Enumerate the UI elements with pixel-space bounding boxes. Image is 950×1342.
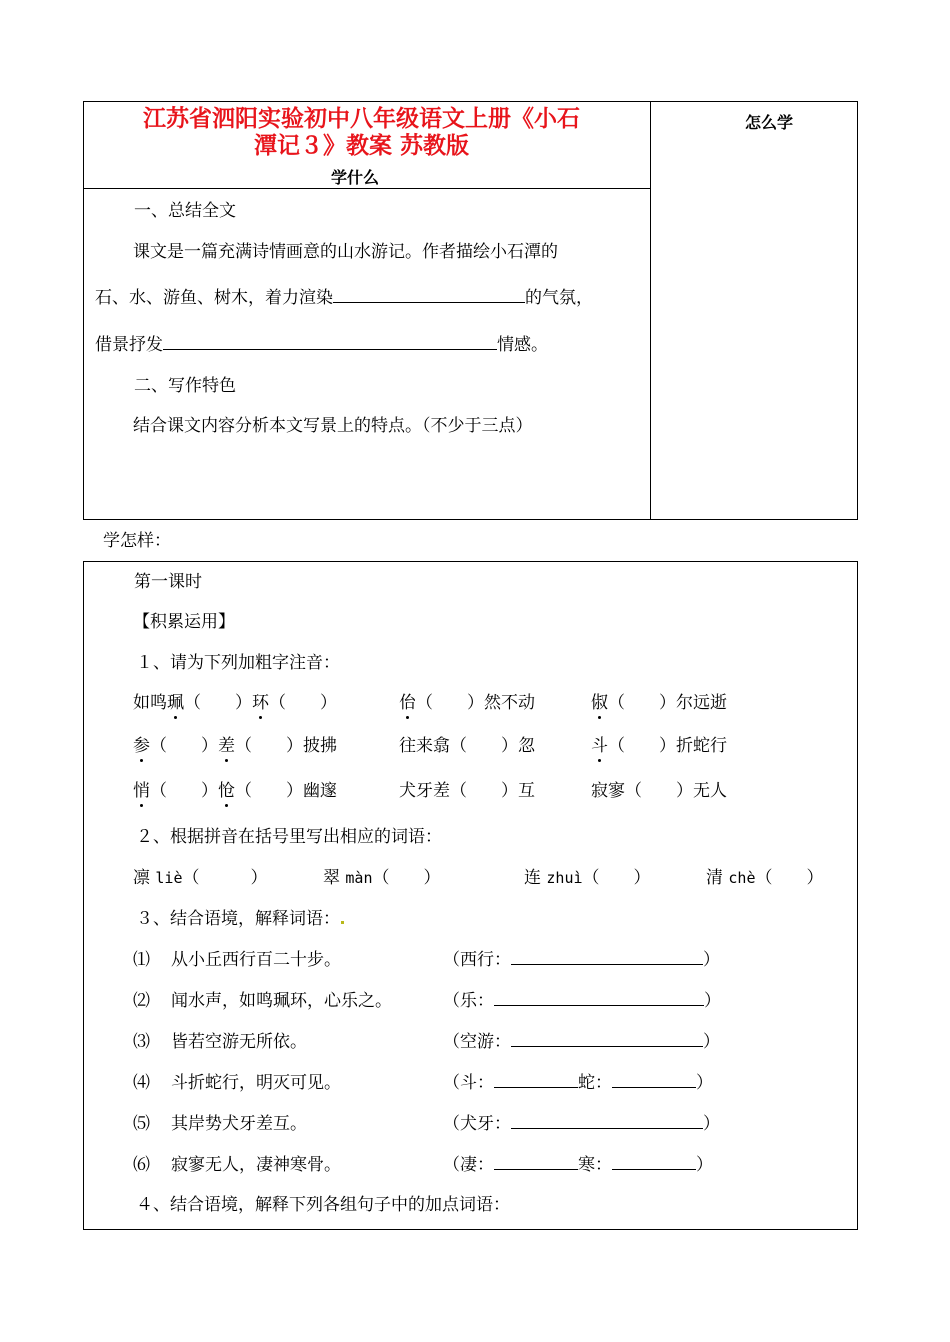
pinyin-paren[interactable]: （ ） (269, 693, 337, 713)
section1-line3-text: 借景抒发 (95, 335, 163, 355)
q2-char: 凛 (133, 868, 150, 888)
q3-answer-2 (443, 986, 721, 1011)
answer-blank[interactable] (511, 1114, 703, 1129)
q1-text: 寂寥 (591, 781, 625, 801)
q3-number: ⑹ (133, 1155, 150, 1175)
q3-label: （乐： (443, 991, 494, 1011)
q3-number: ⑵ (133, 991, 150, 1011)
q3-answer-6 (443, 1150, 713, 1175)
q2-item-3 (524, 863, 651, 888)
q3-label: （斗： (443, 1073, 494, 1093)
q2-char: 连 (524, 868, 541, 888)
q3-sentence: 从小丘西行百二十步。 (171, 950, 341, 970)
q3-sentence: 闻水声，如鸣珮环，心乐之。 (171, 991, 392, 1011)
q3-number: ⑴ (133, 950, 150, 970)
q2-answer-paren[interactable]: （ ） (582, 868, 651, 888)
q3-item-2 (133, 986, 392, 1011)
section2-prompt: 结合课文内容分析本文写景上的特点。（不少于三点） (133, 416, 533, 436)
lesson-period: 第一课时 (134, 572, 202, 592)
dotted-char: 环 (252, 693, 269, 713)
q1-row2-col3 (591, 731, 727, 756)
q2-pinyin: chè (728, 869, 756, 887)
q3-answer-5 (443, 1109, 720, 1134)
fill-in-blank-emotion[interactable] (163, 335, 497, 350)
section1-line2 (95, 283, 593, 308)
q3-close: ） (696, 1073, 713, 1093)
section1-line2-end: 的气氛， (525, 288, 593, 308)
section1-line1: 课文是一篇充满诗情画意的山水游记。作者描绘小石潭的 (133, 242, 558, 262)
q3-label: （凄： (443, 1155, 494, 1175)
q2-char: 清 (706, 868, 723, 888)
q2-answer-paren[interactable]: （ ） (755, 868, 824, 888)
q1-row1 (133, 688, 337, 713)
q3-answer-1 (443, 945, 720, 970)
pinyin-paren[interactable]: （ ）然不动 (416, 693, 535, 713)
pinyin-paren[interactable]: （ ）折蛇行 (608, 736, 727, 756)
q2-pinyin: zhuì (546, 869, 583, 887)
dotted-char: 悄 (133, 781, 150, 801)
answer-blank[interactable] (494, 991, 704, 1006)
column-label-what-to-learn: 学什么 (331, 168, 380, 187)
q2-pinyin: liè (155, 869, 183, 887)
fill-in-blank-atmosphere[interactable] (333, 288, 525, 303)
q3-item-5 (133, 1109, 307, 1134)
q3-label: 蛇： (578, 1073, 612, 1093)
q1-text: 如鸣 (133, 693, 167, 713)
pinyin-paren[interactable]: （ ） (150, 781, 218, 801)
column-label-how-to-learn: 怎么学 (745, 113, 794, 132)
q2-char: 翠 (323, 868, 340, 888)
dotted-char: 差 (218, 736, 235, 756)
q3-label: 寒： (578, 1155, 612, 1175)
q3-close: ） (703, 950, 720, 970)
q3-number: ⑷ (133, 1073, 150, 1093)
q3-sentence: 寂寥无人，凄神寒骨。 (171, 1155, 341, 1175)
q1-row2-col2 (399, 731, 535, 756)
pinyin-paren[interactable]: （ ）幽邃 (235, 781, 337, 801)
top-table-column-divider (650, 101, 651, 520)
answer-blank[interactable] (612, 1073, 696, 1088)
answer-blank[interactable] (511, 1032, 703, 1047)
question2: ２、根据拼音在括号里写出相应的词语： (136, 827, 442, 847)
how-to-learn-label: 学怎样： (103, 531, 171, 551)
q2-pinyin: màn (345, 869, 373, 887)
q1-row3-col3 (591, 776, 727, 801)
dotted-char: 怆 (218, 781, 235, 801)
pinyin-paren[interactable]: （ ）无人 (625, 781, 727, 801)
question3-text: ３、结合语境，解释词语： (136, 909, 340, 929)
q1-row3-col2 (399, 776, 535, 801)
pinyin-paren[interactable]: （ ）互 (450, 781, 535, 801)
q3-number: ⑶ (133, 1032, 150, 1052)
q1-row1-col3 (591, 688, 727, 713)
answer-blank[interactable] (494, 1073, 578, 1088)
q2-item-2 (323, 863, 441, 888)
dotted-char: 斗 (591, 736, 608, 756)
question1: １、请为下列加粗字注音： (136, 653, 340, 673)
document-title-line2: 潭记３》教案 苏教版 (254, 133, 470, 159)
question3 (136, 904, 345, 929)
q3-label: （空游： (443, 1032, 511, 1052)
top-table-header-divider (83, 188, 650, 189)
q3-label: （犬牙： (443, 1114, 511, 1134)
dotted-char: 珮 (167, 693, 184, 713)
q1-row1-col2 (399, 688, 535, 713)
section1-line3 (95, 330, 548, 355)
dotted-char: 参 (133, 736, 150, 756)
document-title-line1: 江苏省泗阳实验初中八年级语文上册《小石 (143, 106, 580, 132)
q1-text: 往来翕 (399, 736, 450, 756)
q3-close: ） (703, 1114, 720, 1134)
pinyin-paren[interactable]: （ ）尔远逝 (608, 693, 727, 713)
pinyin-paren[interactable]: （ ）忽 (450, 736, 535, 756)
q3-sentence: 皆若空游无所依。 (171, 1032, 307, 1052)
q3-close: ） (704, 991, 721, 1011)
section1-heading: 一、总结全文 (134, 201, 236, 221)
q3-answer-3 (443, 1027, 720, 1052)
q2-item-4 (706, 863, 824, 888)
q3-item-4 (133, 1068, 341, 1093)
dotted-char: 佁 (399, 693, 416, 713)
q3-item-3 (133, 1027, 307, 1052)
pinyin-paren[interactable]: （ ）披拂 (235, 736, 337, 756)
q2-item-1 (133, 863, 268, 888)
answer-blank[interactable] (612, 1155, 696, 1170)
dotted-char: 俶 (591, 693, 608, 713)
q1-row2 (133, 731, 337, 756)
q3-close: ） (703, 1032, 720, 1052)
lesson-section-bracket: 【积累运用】 (133, 612, 235, 632)
q3-close: ） (696, 1155, 713, 1175)
answer-blank[interactable] (494, 1155, 578, 1170)
q1-row3 (133, 776, 337, 801)
section1-line3-end: 情感。 (497, 335, 548, 355)
q3-item-6 (133, 1150, 341, 1175)
pinyin-paren[interactable]: （ ） (184, 693, 252, 713)
q2-answer-paren[interactable]: （ ） (372, 868, 441, 888)
q3-item-1 (133, 945, 341, 970)
question4: ４、结合语境，解释下列各组句子中的加点词语： (136, 1195, 510, 1215)
q3-number: ⑸ (133, 1114, 150, 1134)
q3-label: （西行： (443, 950, 511, 970)
q3-sentence: 斗折蛇行，明灭可见。 (171, 1073, 341, 1093)
pinyin-paren[interactable]: （ ） (150, 736, 218, 756)
answer-blank[interactable] (511, 950, 703, 965)
top-table (83, 101, 858, 520)
section2-heading: 二、写作特色 (134, 376, 236, 396)
q1-text: 犬牙差 (399, 781, 450, 801)
q2-answer-paren[interactable]: （ ） (182, 868, 268, 888)
q3-sentence: 其岸势犬牙差互。 (171, 1114, 307, 1134)
section1-line2-text: 石、水、游鱼、树木，着力渲染 (95, 288, 333, 308)
q3-answer-4 (443, 1068, 713, 1093)
yellow-mark (341, 921, 344, 924)
